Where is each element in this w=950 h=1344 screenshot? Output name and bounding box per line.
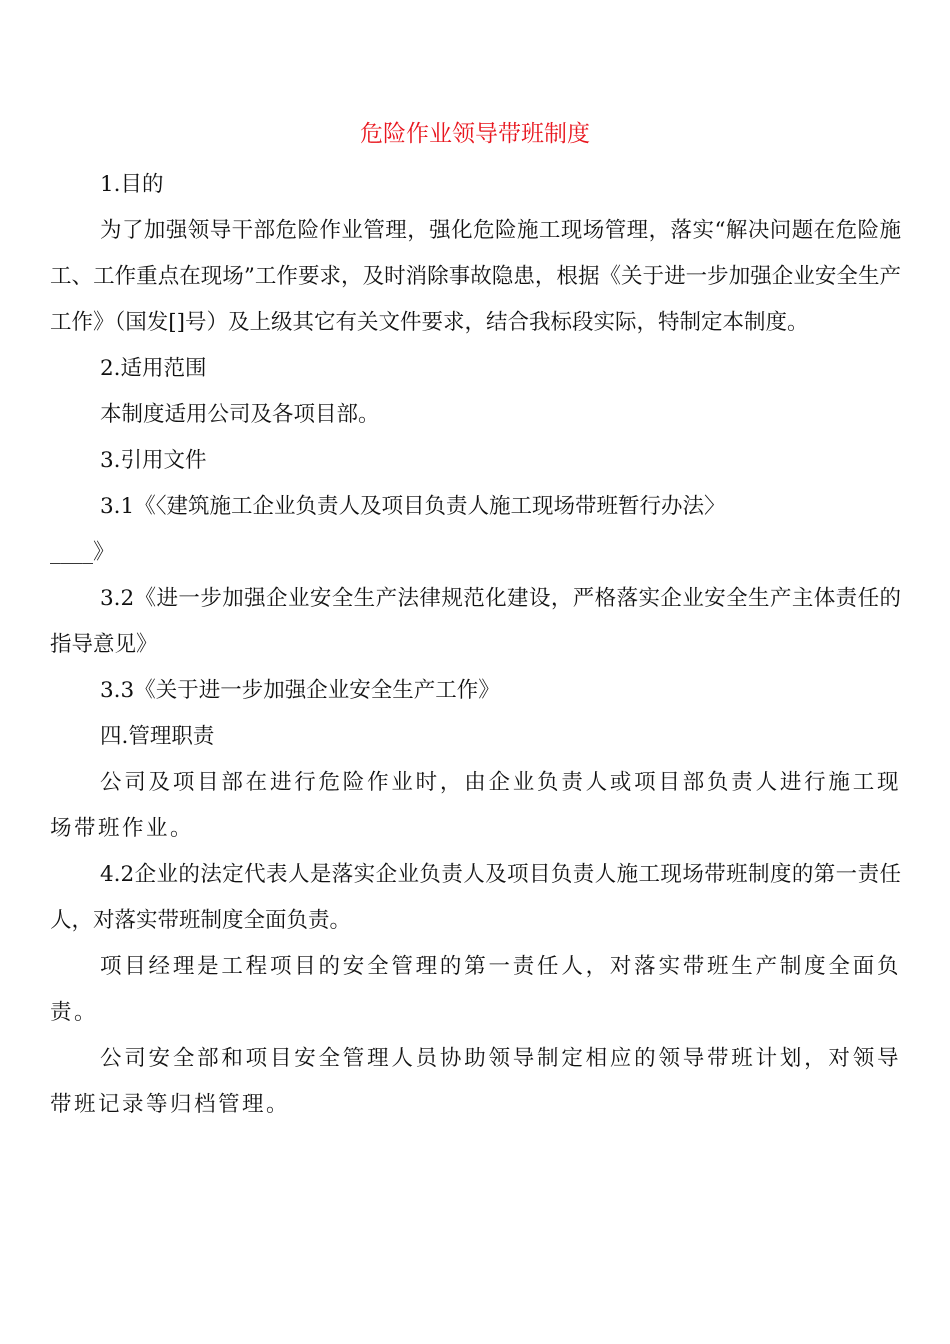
reference-3-3: 3.3《关于进一步加强企业安全生产工作》 xyxy=(100,678,500,703)
heading-responsibilities: 四.管理职责 xyxy=(100,724,215,749)
reference-3-1-continuation: ____》 xyxy=(50,540,115,565)
document-body xyxy=(50,162,901,1128)
paragraph-responsibility-1: 公司及项目部在进行危险作业时，由企业负责人或项目部负责人进行施工现场带班作业。 xyxy=(50,770,901,841)
document-title: 危险作业领导带班制度 xyxy=(360,121,590,147)
reference-3-1: 3.1《〈建筑施工企业负责人及项目负责人施工现场带班暂行办法〉 xyxy=(100,494,726,519)
paragraph-scope: 本制度适用公司及各项目部。 xyxy=(100,402,380,427)
paragraph-responsibility-safety-dept: 公司安全部和项目安全管理人员协助领导制定相应的领导带班计划，对领导带班记录等归档管理。 xyxy=(50,1046,901,1117)
heading-references: 3.引用文件 xyxy=(100,448,207,473)
paragraph-purpose: 为了加强领导干部危险作业管理，强化危险施工现场管理，落实“解决问题在危险施工、工作重点在现场”工作要求，及时消除事故隐患，根据《关于进一步加强企业安全生产工作》（国发[]号）及上级其它有关文件要求，结合我标段实际，特制定本制度。 xyxy=(50,218,901,335)
paragraph-responsibility-project-manager: 项目经理是工程项目的安全管理的第一责任人，对落实带班生产制度全面负责。 xyxy=(50,954,901,1025)
heading-purpose: 1.目的 xyxy=(100,172,164,197)
reference-3-2: 3.2《进一步加强企业安全生产法律规范化建设，严格落实企业安全生产主体责任的指导意见》 xyxy=(50,586,901,657)
heading-scope: 2.适用范围 xyxy=(100,356,207,381)
paragraph-responsibility-4-2: 4.2企业的法定代表人是落实企业负责人及项目负责人施工现场带班制度的第一责任人，对落实带班制度全面负责。 xyxy=(50,862,901,933)
